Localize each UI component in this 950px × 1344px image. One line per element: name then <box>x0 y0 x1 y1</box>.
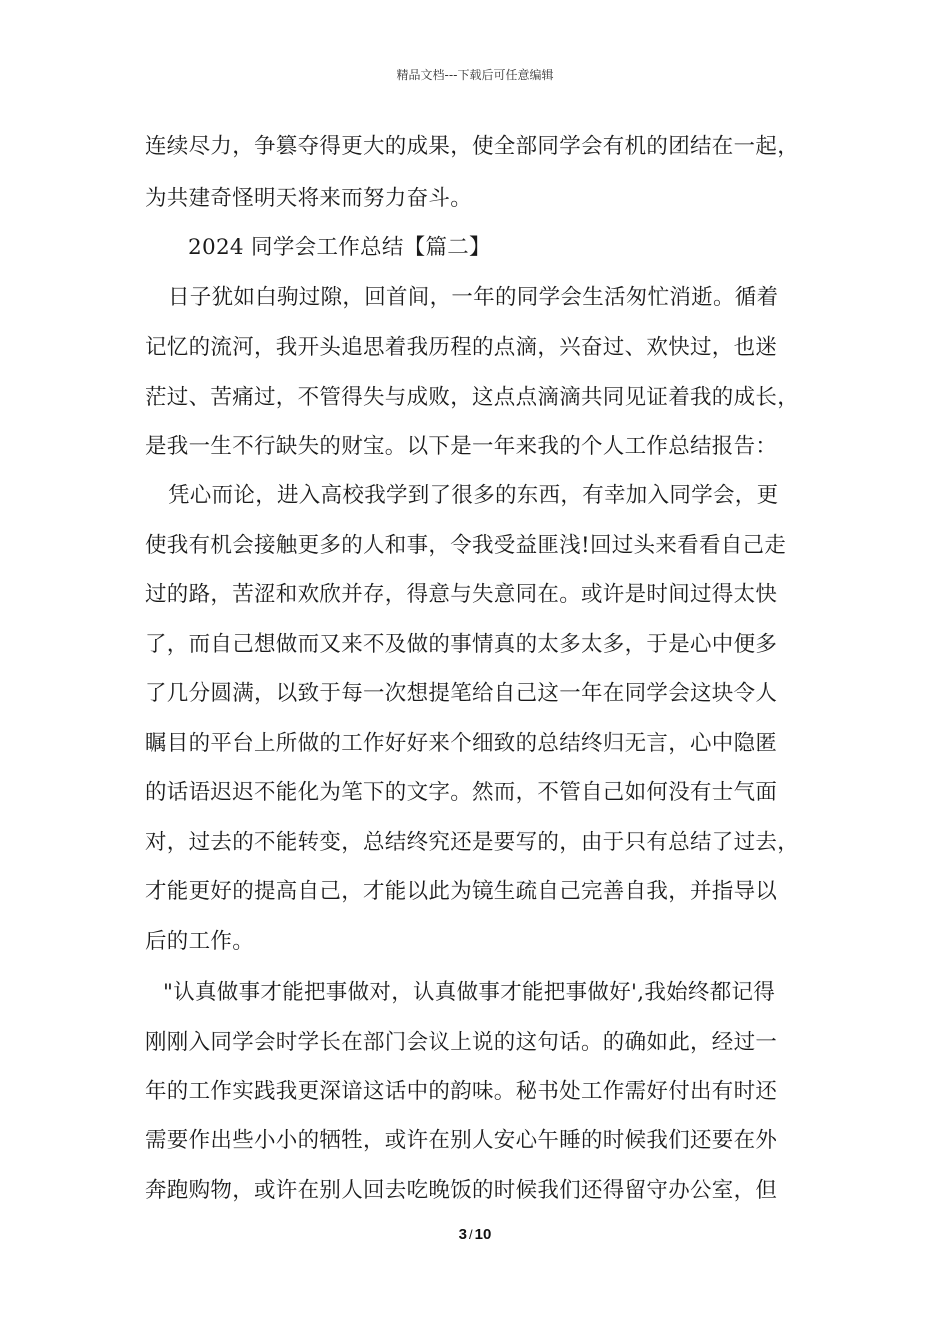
current-page: 3 <box>458 1226 468 1243</box>
text-line: 瞩目的平台上所做的工作好好来个细致的总结终归无言，心中隐匿 <box>145 731 778 756</box>
text-line: 日子犹如白驹过隙，回首间，一年的同学会生活匆忙消逝。循着 <box>168 285 779 310</box>
text-line: 了几分圆满，以致于每一次想提笔给自己这一年在同学会这块令人 <box>145 681 778 706</box>
section-heading: 2024 同学会工作总结【篇二】 <box>188 235 491 260</box>
page-header: 精品文档---下载后可任意编辑 <box>396 68 554 82</box>
text-line: 年的工作实践我更深谙这话中的韵味。秘书处工作需好付出有时还 <box>145 1079 778 1104</box>
text-line: 奔跑购物，或许在别人回去吃晚饭的时候我们还得留守办公室，但 <box>145 1178 778 1203</box>
text-line: 的话语迟迟不能化为笔下的文字。然而，不管自己如何没有士气面 <box>145 780 778 805</box>
text-line: 凭心而论，进入高校我学到了很多的东西，有幸加入同学会，更 <box>168 483 779 508</box>
text-line: 对，过去的不能转变，总结终究还是要写的，由于只有总结了过去， <box>145 830 800 855</box>
text-line: 茫过、苦痛过，不管得失与成败，这点点滴滴共同见证着我的成长， <box>145 385 800 410</box>
text-line: 后的工作。 <box>145 929 255 954</box>
text-line: 刚刚入同学会时学长在部门会议上说的这句话。的确如此，经过一 <box>145 1030 778 1055</box>
text-line: 连续尽力，争篡夺得更大的成果，使全部同学会有机的团结在一起， <box>145 134 800 159</box>
page-separator: / <box>469 1227 473 1242</box>
text-line: 使我有机会接触更多的人和事，令我受益匪浅!回过头来看看自己走 <box>145 533 787 558</box>
text-line: "认真做事才能把事做对，认真做事才能把事做好',我始终都记得 <box>163 980 776 1005</box>
text-line: 是我一生不行缺失的财宝。以下是一年来我的个人工作总结报告： <box>145 434 778 459</box>
text-line: 为共建奇怪明天将来而努力奋斗。 <box>145 186 473 211</box>
text-line: 过的路，苦涩和欢欣并存，得意与失意同在。或许是时间过得太快 <box>145 582 778 607</box>
text-line: 需要作出些小小的牺牲，或许在别人安心午睡的时候我们还要在外 <box>145 1128 778 1153</box>
text-line: 才能更好的提高自己，才能以此为镜生疏自己完善自我，并指导以 <box>145 879 778 904</box>
total-pages: 10 <box>474 1226 492 1243</box>
text-line: 了，而自己想做而又来不及做的事情真的太多太多，于是心中便多 <box>145 632 778 657</box>
page-number <box>0 1226 950 1243</box>
text-line: 记忆的流河，我开头追思着我历程的点滴，兴奋过、欢快过，也迷 <box>145 335 778 360</box>
